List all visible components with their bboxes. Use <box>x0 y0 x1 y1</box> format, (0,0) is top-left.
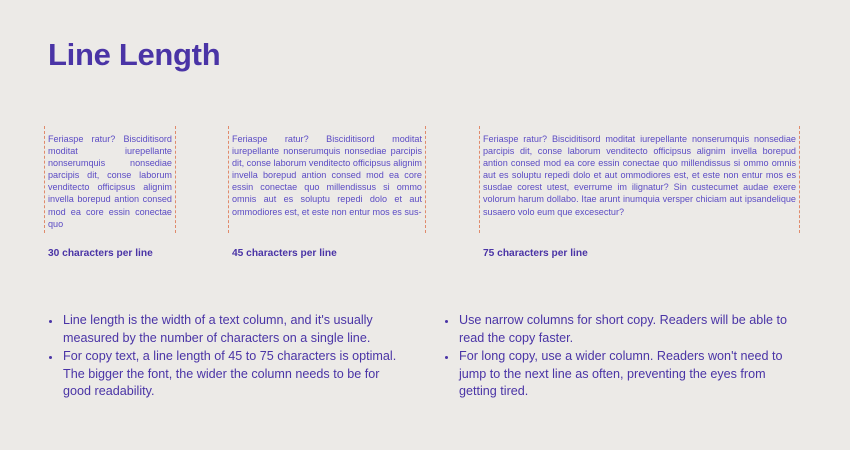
specimen-30-body <box>48 126 172 230</box>
notes-list-right <box>444 312 804 401</box>
measure-guide-left-icon <box>228 126 229 233</box>
specimen-75-body <box>483 126 796 218</box>
notes-list-left <box>48 312 408 401</box>
specimen-group <box>0 126 850 271</box>
list-item-text: Use narrow columns for short copy. Readers will be able to read the copy faster. <box>459 313 788 345</box>
measure-guide-right-icon <box>799 126 800 233</box>
bullet-dot-icon <box>445 320 448 323</box>
specimen-30-caption: 30 characters per line <box>48 248 153 259</box>
specimen-75 <box>483 126 796 259</box>
specimen-30 <box>48 126 172 259</box>
notes-column-left <box>48 312 408 401</box>
list-item-text: Line length is the width of a text column, and it's usually measured by the number of characters on a single line. <box>63 313 373 345</box>
list-item <box>444 348 804 401</box>
list-item-text: For copy text, a line length of 45 to 75 characters is optimal. The bigger the font, the wider the column needs to be for good readability. <box>63 349 397 399</box>
list-item-text: For long copy, use a wider column. Readers won't need to jump to the next line as often, preventing the eyes from getting tired. <box>459 349 783 399</box>
specimen-75-caption: 75 characters per line <box>483 248 588 259</box>
bullet-dot-icon <box>49 320 52 323</box>
measure-guide-right-icon <box>175 126 176 233</box>
list-item <box>48 348 408 401</box>
specimen-30-text: Feriaspe ratur? Bisciditisord moditat iurepellante nonserumquis nonsediae parcipis dit, conse laborum venditecto officipsus alignim invella borepud antion consed mod ea core essin conectae quo <box>48 134 172 229</box>
specimen-45 <box>232 126 422 259</box>
notes-column-right <box>444 312 804 401</box>
page-title: Line Length <box>48 37 221 72</box>
specimen-75-text: Feriaspe ratur? Bisciditisord moditat iurepellante nonserumquis nonsediae parcipis dit, conse laborum venditecto officipsus alignim invella borepud antion consed mod ea core essin conectae quo millendissus si ommo omnis aut es soluptu repedi dolo et aut ommodiores est, et este non entur mos es susdae corest utest, everrume im ilignatur? Sin custecumet audae exere volorum harum dollabo. Itae arunt inumquia versper chiciam aut ipsandelique susaero volo eum que excesectur? <box>483 134 796 217</box>
measure-guide-left-icon <box>44 126 45 233</box>
measure-guide-left-icon <box>479 126 480 233</box>
bullet-dot-icon <box>445 356 448 359</box>
specimen-45-caption: 45 characters per line <box>232 248 337 259</box>
bullet-dot-icon <box>49 356 52 359</box>
specimen-45-body <box>232 126 422 218</box>
list-item <box>48 312 408 347</box>
list-item <box>444 312 804 347</box>
measure-guide-right-icon <box>425 126 426 233</box>
specimen-45-text: Feriaspe ratur? Bisciditisord moditat iurepellante nonserumquis nonsediae parcipis dit, conse laborum venditecto officipsus alignim invella borepud antion consed mod ea core essin conectae quo millendissus si ommo omnis aut es soluptu repedi dolo et aut ommodiores est, et este non entur mos es sus- <box>232 134 422 217</box>
